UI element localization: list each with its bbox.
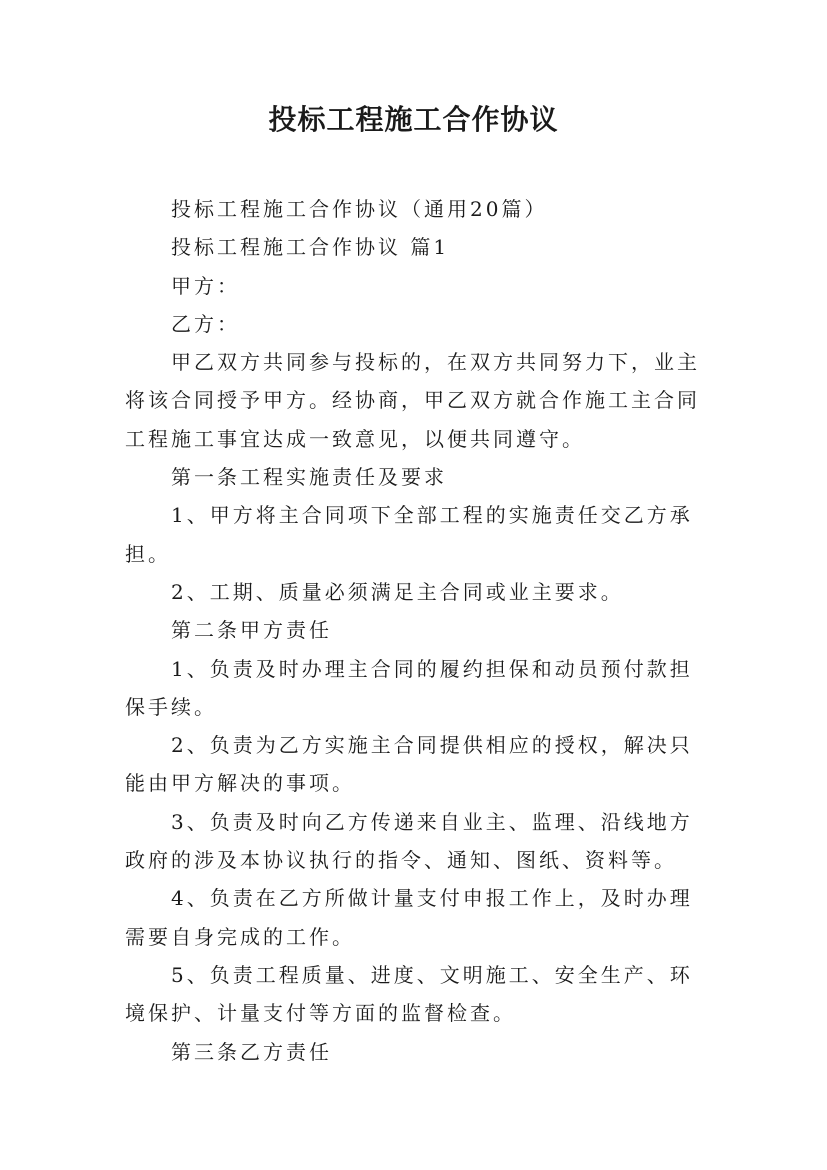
section-heading-1: 第一条工程实施责任及要求	[171, 465, 447, 490]
paragraph-preamble: 甲乙双方共同参与投标的，在双方共同努力下，业主将该合同授予甲方。经协商，甲乙双方就合作施工主合同工程施工事宜达成一致意见，以便共同遵守。	[125, 350, 700, 451]
section-heading-3: 第三条乙方责任	[171, 1039, 332, 1064]
paragraph-article-title: 投标工程施工合作协议 篇1	[171, 235, 450, 260]
clause-2-4: 4、负责在乙方所做计量支付申报工作上，及时办理需要自身完成的工作。	[125, 886, 693, 949]
clause-1-2: 2、工期、质量必须满足主合同或业主要求。	[171, 579, 624, 604]
clause-2-5: 5、负责工程质量、进度、文明施工、安全生产、环境保护、计量支付等方面的监督检查。	[125, 962, 693, 1026]
clause-2-3: 3、负责及时向乙方传递来自业主、监理、沿线地方政府的涉及本协议执行的指令、通知、图纸、资料等。	[125, 809, 693, 873]
document-title: 投标工程施工合作协议	[268, 103, 559, 136]
clause-2-1: 1、负责及时办理主合同的履约担保和动员预付款担保手续。	[125, 656, 693, 719]
clause-2-2: 2、负责为乙方实施主合同提供相应的授权，解决只能由甲方解决的事项。	[125, 733, 693, 796]
clause-1-1: 1、甲方将主合同项下全部工程的实施责任交乙方承担。	[125, 503, 693, 566]
section-heading-2: 第二条甲方责任	[171, 618, 332, 643]
paragraph-heading: 投标工程施工合作协议（通用20篇）	[171, 197, 548, 221]
document-body	[125, 190, 715, 1071]
party-b-line: 乙方：	[171, 311, 240, 336]
party-a-line: 甲方：	[171, 273, 240, 298]
